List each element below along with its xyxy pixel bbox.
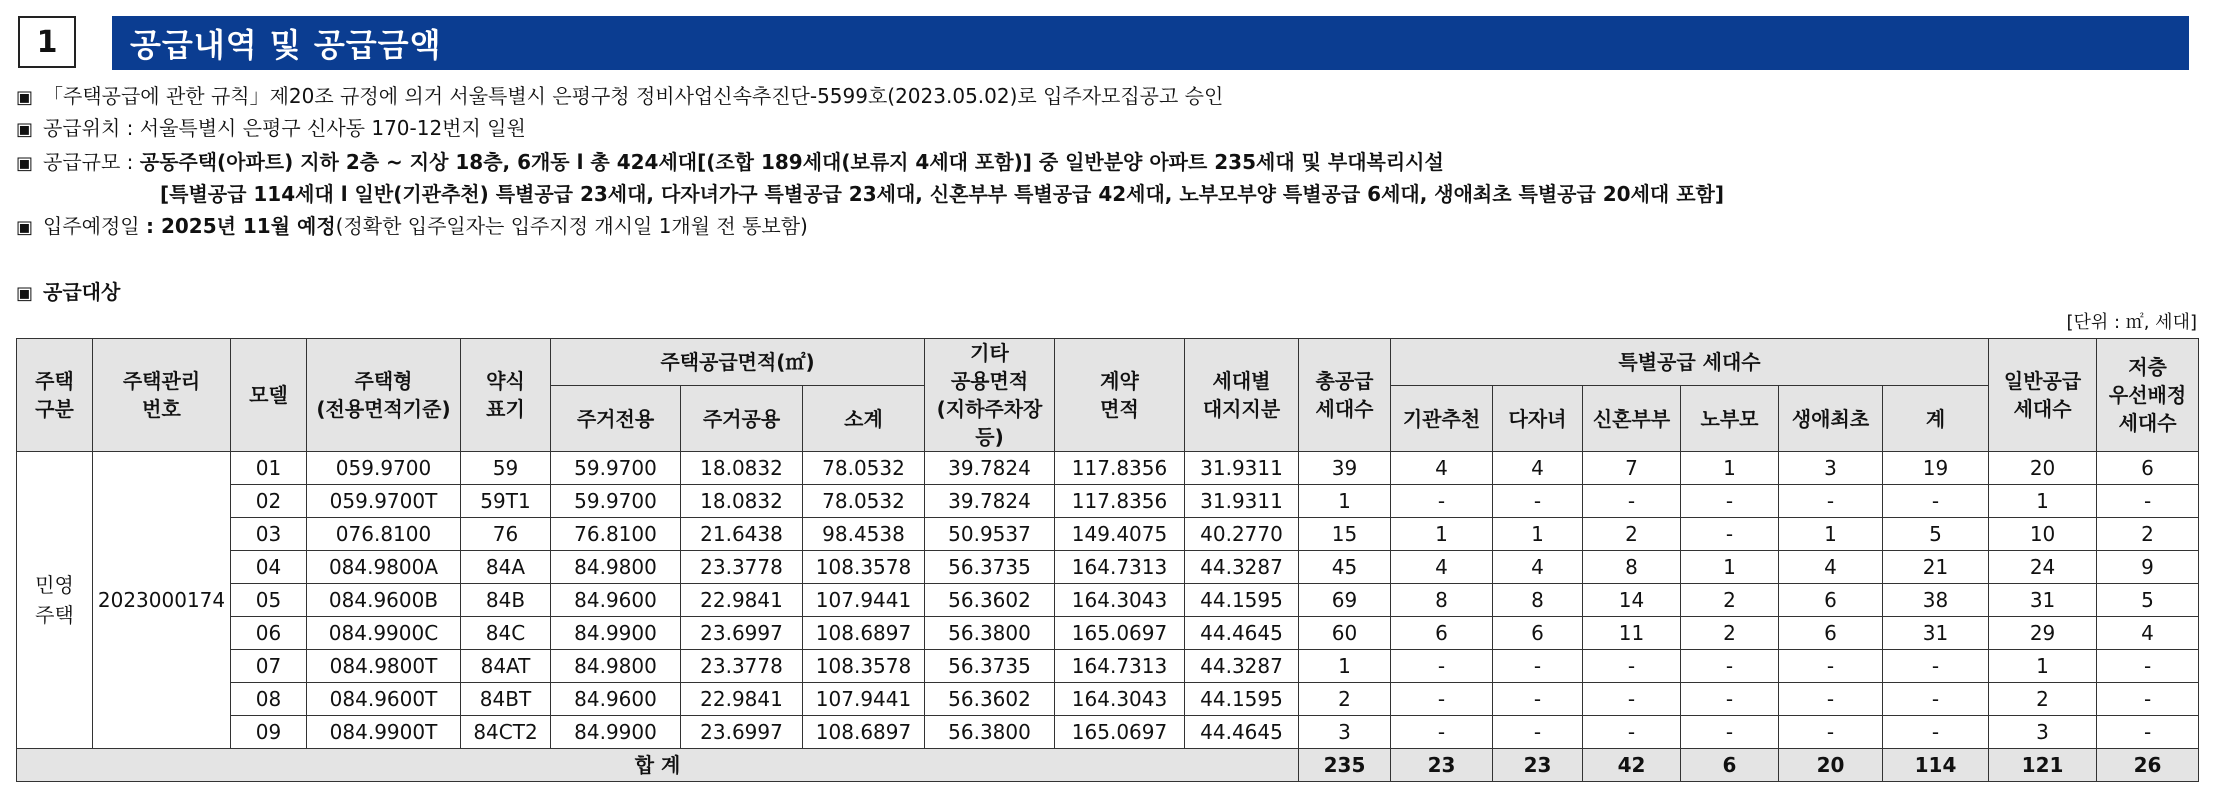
intro-line-location (16, 112, 526, 141)
mgmt-number-cell: 2023000174 (93, 452, 231, 749)
table-cell: 59.9700 (551, 485, 681, 518)
total-label: 합 계 (17, 749, 1299, 782)
table-cell: 06 (231, 617, 307, 650)
table-cell: 164.3043 (1055, 683, 1185, 716)
table-cell: 8 (1493, 584, 1583, 617)
table-cell: 59T1 (461, 485, 551, 518)
total-cell: 23 (1391, 749, 1493, 782)
col-total-supply: 총공급 세대수 (1299, 339, 1391, 452)
table-cell: 10 (1989, 518, 2097, 551)
table-cell: 4 (1779, 551, 1883, 584)
table-cell: 21 (1883, 551, 1989, 584)
table-cell: 20 (1989, 452, 2097, 485)
square-bullet-icon: ▣ (16, 217, 34, 238)
table-cell: 84C (461, 617, 551, 650)
table-cell: 14 (1583, 584, 1681, 617)
table-cell: 84.9800 (551, 551, 681, 584)
square-bullet-icon: ▣ (16, 87, 34, 108)
table-cell: 84.9600 (551, 683, 681, 716)
table-cell: 31.9311 (1185, 485, 1299, 518)
col-model: 모델 (231, 339, 307, 452)
table-cell: 76.8100 (551, 518, 681, 551)
table-cell: 02 (231, 485, 307, 518)
table-cell: 56.3735 (925, 551, 1055, 584)
table-cell: 2 (1681, 584, 1779, 617)
table-cell: 31.9311 (1185, 452, 1299, 485)
table-cell: 56.3800 (925, 716, 1055, 749)
table-cell: 059.9700 (307, 452, 461, 485)
total-cell: 6 (1681, 749, 1779, 782)
table-cell: 45 (1299, 551, 1391, 584)
table-cell: 84B (461, 584, 551, 617)
total-cell: 235 (1299, 749, 1391, 782)
table-cell: 31 (1883, 617, 1989, 650)
col-elderly: 노부모 (1681, 386, 1779, 452)
table-cell: 23.3778 (681, 650, 803, 683)
table-cell: 4 (1493, 452, 1583, 485)
table-cell: 08 (231, 683, 307, 716)
table-cell: 59 (461, 452, 551, 485)
table-cell: 23.6997 (681, 716, 803, 749)
total-cell: 114 (1883, 749, 1989, 782)
table-cell: 56.3602 (925, 683, 1055, 716)
table-row (17, 551, 2199, 584)
table-cell: 24 (1989, 551, 2097, 584)
col-exclusive: 주거전용 (551, 386, 681, 452)
col-mgmt-no: 주택관리 번호 (93, 339, 231, 452)
table-cell: 2 (1989, 683, 2097, 716)
table-cell: - (1493, 650, 1583, 683)
col-first-life: 생애최초 (1779, 386, 1883, 452)
table-cell: 2 (1299, 683, 1391, 716)
table-cell: - (1583, 485, 1681, 518)
table-cell: 39 (1299, 452, 1391, 485)
table-cell: 084.9800T (307, 650, 461, 683)
total-cell: 42 (1583, 749, 1681, 782)
table-cell: 108.3578 (803, 551, 925, 584)
col-newlywed: 신혼부부 (1583, 386, 1681, 452)
col-short: 약식 표기 (461, 339, 551, 452)
table-cell: 56.3800 (925, 617, 1055, 650)
table-cell: 11 (1583, 617, 1681, 650)
table-cell: - (1391, 683, 1493, 716)
total-cell: 121 (1989, 749, 2097, 782)
table-cell: 1 (1391, 518, 1493, 551)
table-row (17, 518, 2199, 551)
table-cell: 15 (1299, 518, 1391, 551)
section-title: 공급내역 및 공급금액 (112, 16, 2189, 70)
table-cell: 44.3287 (1185, 650, 1299, 683)
table-cell: 5 (1883, 518, 1989, 551)
table-cell: 7 (1583, 452, 1681, 485)
table-cell: 44.1595 (1185, 683, 1299, 716)
table-cell: 4 (1493, 551, 1583, 584)
table-cell: 165.0697 (1055, 617, 1185, 650)
table-cell: 40.2770 (1185, 518, 1299, 551)
table-cell: 84CT2 (461, 716, 551, 749)
scale-label: 공급규모 : (43, 150, 140, 174)
move-in-date: : 2025년 11월 예정 (145, 214, 336, 238)
total-cell: 20 (1779, 749, 1883, 782)
table-cell: - (1583, 683, 1681, 716)
table-cell: 164.7313 (1055, 551, 1185, 584)
table-cell: 98.4538 (803, 518, 925, 551)
square-bullet-icon: ▣ (16, 153, 34, 174)
table-cell: 6 (1779, 617, 1883, 650)
table-row (17, 485, 2199, 518)
intro-line-approval (16, 80, 1223, 109)
table-cell: 164.3043 (1055, 584, 1185, 617)
table-cell: 9 (2097, 551, 2199, 584)
table-cell: 2 (1681, 617, 1779, 650)
table-cell: 44.3287 (1185, 551, 1299, 584)
table-cell: 108.6897 (803, 617, 925, 650)
table-cell: - (2097, 716, 2199, 749)
table-cell: 3 (1779, 452, 1883, 485)
table-cell: 164.7313 (1055, 650, 1185, 683)
table-cell: 60 (1299, 617, 1391, 650)
table-cell: 059.9700T (307, 485, 461, 518)
intro-line-scale (16, 146, 1444, 175)
table-cell: 84.9600 (551, 584, 681, 617)
col-land-share: 세대별 대지지분 (1185, 339, 1299, 452)
table-cell: 4 (1391, 452, 1493, 485)
square-bullet-icon: ▣ (16, 119, 34, 140)
table-cell: 8 (1391, 584, 1493, 617)
table-cell: - (1681, 518, 1779, 551)
table-cell: - (2097, 485, 2199, 518)
table-cell: 107.9441 (803, 584, 925, 617)
table-cell: 84.9900 (551, 716, 681, 749)
table-row (17, 617, 2199, 650)
table-cell: 1 (1299, 650, 1391, 683)
table-cell: 44.1595 (1185, 584, 1299, 617)
table-cell: - (1883, 683, 1989, 716)
table-cell: 4 (1391, 551, 1493, 584)
col-agency: 기관추천 (1391, 386, 1493, 452)
table-cell: - (1681, 485, 1779, 518)
table-cell: 23.6997 (681, 617, 803, 650)
table-cell: 108.3578 (803, 650, 925, 683)
table-cell: 2 (1583, 518, 1681, 551)
table-row (17, 584, 2199, 617)
table-cell: 084.9600B (307, 584, 461, 617)
intro-line-move-in (16, 210, 808, 239)
table-cell: 44.4645 (1185, 617, 1299, 650)
table-cell: 22.9841 (681, 683, 803, 716)
col-supply-area: 주택공급면적(㎡) (551, 339, 925, 386)
table-cell: 50.9537 (925, 518, 1055, 551)
table-cell: 04 (231, 551, 307, 584)
table-row (17, 716, 2199, 749)
table-cell: 3 (1989, 716, 2097, 749)
table-cell: 21.6438 (681, 518, 803, 551)
table-cell: 84AT (461, 650, 551, 683)
table-cell: 5 (2097, 584, 2199, 617)
table-cell: 84.9900 (551, 617, 681, 650)
move-in-note: (정확한 입주일자는 입주지정 개시일 1개월 전 통보함) (335, 214, 808, 238)
table-row (17, 650, 2199, 683)
table-cell: - (1583, 716, 1681, 749)
table-cell: - (1391, 485, 1493, 518)
table-cell: - (1779, 716, 1883, 749)
table-cell: 076.8100 (307, 518, 461, 551)
table-cell: 56.3735 (925, 650, 1055, 683)
table-cell: - (2097, 650, 2199, 683)
table-cell: 84A (461, 551, 551, 584)
supply-table (16, 338, 2199, 782)
table-cell: 23.3778 (681, 551, 803, 584)
table-row (17, 452, 2199, 485)
table-cell: 05 (231, 584, 307, 617)
table-cell: 84BT (461, 683, 551, 716)
table-cell: 6 (1493, 617, 1583, 650)
table-row (17, 683, 2199, 716)
subsection-title: 공급대상 (43, 280, 121, 304)
table-cell: - (1391, 650, 1493, 683)
table-cell: 39.7824 (925, 452, 1055, 485)
table-cell: 39.7824 (925, 485, 1055, 518)
col-other-common: 기타 공용면적 (지하주차장등) (925, 339, 1055, 452)
table-cell: 18.0832 (681, 485, 803, 518)
table-cell: - (1681, 650, 1779, 683)
scale-text: 공동주택(아파트) 지하 2층 ~ 지상 18층, 6개동 l 총 424세대[(조합 189세대(보류지 4세대 포함)] 중 일반분양 아파트 235세대 및 부대복리시설 (139, 150, 1444, 174)
col-house-type: 주택형 (전용면적기준) (307, 339, 461, 452)
table-cell: 3 (1299, 716, 1391, 749)
approval-text: 「주택공급에 관한 규칙」제20조 규정에 의거 서울특별시 은평구청 정비사업신속추진단-5599호(2023.05.02)로 입주자모집공고 승인 (43, 84, 1224, 108)
table-cell: 31 (1989, 584, 2097, 617)
table-cell: 6 (1391, 617, 1493, 650)
table-cell: 6 (1779, 584, 1883, 617)
table-cell: - (1883, 485, 1989, 518)
table-cell: 38 (1883, 584, 1989, 617)
move-in-label: 입주예정일 (43, 214, 146, 238)
total-cell: 26 (2097, 749, 2199, 782)
table-cell: 56.3602 (925, 584, 1055, 617)
table-cell: 18.0832 (681, 452, 803, 485)
table-cell: - (1583, 650, 1681, 683)
table-cell: 149.4075 (1055, 518, 1185, 551)
col-subtotal: 소계 (803, 386, 925, 452)
col-general: 일반공급 세대수 (1989, 339, 2097, 452)
total-row (17, 749, 2199, 782)
unit-label: [단위 : ㎡, 세대] (2066, 312, 2197, 333)
table-cell: 084.9600T (307, 683, 461, 716)
table-cell: - (1779, 683, 1883, 716)
table-cell: 2 (2097, 518, 2199, 551)
table-cell: 117.8356 (1055, 452, 1185, 485)
table-cell: 1 (1989, 650, 2097, 683)
house-group-cell: 민영 주택 (17, 452, 93, 749)
table-cell: 117.8356 (1055, 485, 1185, 518)
table-body (17, 452, 2199, 782)
subsection-supply-target (16, 276, 120, 305)
table-cell: 4 (2097, 617, 2199, 650)
table-cell: 108.6897 (803, 716, 925, 749)
table-cell: 07 (231, 650, 307, 683)
col-special-sum: 계 (1883, 386, 1989, 452)
table-cell: - (1493, 683, 1583, 716)
table-cell: 01 (231, 452, 307, 485)
section-number: 1 (18, 16, 76, 68)
table-cell: - (1493, 716, 1583, 749)
table-cell: 1 (1681, 551, 1779, 584)
table-cell: 1 (1989, 485, 2097, 518)
table-cell: 1 (1779, 518, 1883, 551)
square-bullet-icon: ▣ (16, 283, 34, 304)
table-cell: 6 (2097, 452, 2199, 485)
table-cell: 09 (231, 716, 307, 749)
table-cell: 1 (1493, 518, 1583, 551)
table-cell: 19 (1883, 452, 1989, 485)
table-cell: 76 (461, 518, 551, 551)
table-cell: - (1681, 683, 1779, 716)
col-common: 주거공용 (681, 386, 803, 452)
table-cell: 78.0532 (803, 485, 925, 518)
col-multi-child: 다자녀 (1493, 386, 1583, 452)
col-house-group: 주택 구분 (17, 339, 93, 452)
col-special: 특별공급 세대수 (1391, 339, 1989, 386)
table-cell: 03 (231, 518, 307, 551)
table-cell: 084.9900C (307, 617, 461, 650)
table-cell: - (2097, 683, 2199, 716)
table-cell: 107.9441 (803, 683, 925, 716)
table-cell: 1 (1299, 485, 1391, 518)
table-cell: 78.0532 (803, 452, 925, 485)
table-cell: 84.9800 (551, 650, 681, 683)
table-cell: - (1779, 485, 1883, 518)
table-cell: - (1681, 716, 1779, 749)
table-cell: 084.9900T (307, 716, 461, 749)
table-cell: 22.9841 (681, 584, 803, 617)
table-cell: - (1779, 650, 1883, 683)
location-text: 공급위치 : 서울특별시 은평구 신사동 170-12번지 일원 (43, 116, 526, 140)
table-cell: 29 (1989, 617, 2097, 650)
col-low-floor: 저층 우선배정 세대수 (2097, 339, 2199, 452)
table-cell: 1 (1681, 452, 1779, 485)
table-cell: 69 (1299, 584, 1391, 617)
table-cell: 59.9700 (551, 452, 681, 485)
table-cell: - (1883, 716, 1989, 749)
table-cell: - (1391, 716, 1493, 749)
special-supply-breakdown: [특별공급 114세대 l 일반(기관추천) 특별공급 23세대, 다자녀가구 특별공급 23세대, 신혼부부 특별공급 42세대, 노부모부양 특별공급 6세대, 생애최초 특별공급 20세대 포함] (160, 182, 1724, 206)
table-cell: 44.4645 (1185, 716, 1299, 749)
table-cell: 084.9800A (307, 551, 461, 584)
col-contract-area: 계약 면적 (1055, 339, 1185, 452)
total-cell: 23 (1493, 749, 1583, 782)
table-cell: - (1883, 650, 1989, 683)
table-cell: 8 (1583, 551, 1681, 584)
table-cell: - (1493, 485, 1583, 518)
table-cell: 165.0697 (1055, 716, 1185, 749)
